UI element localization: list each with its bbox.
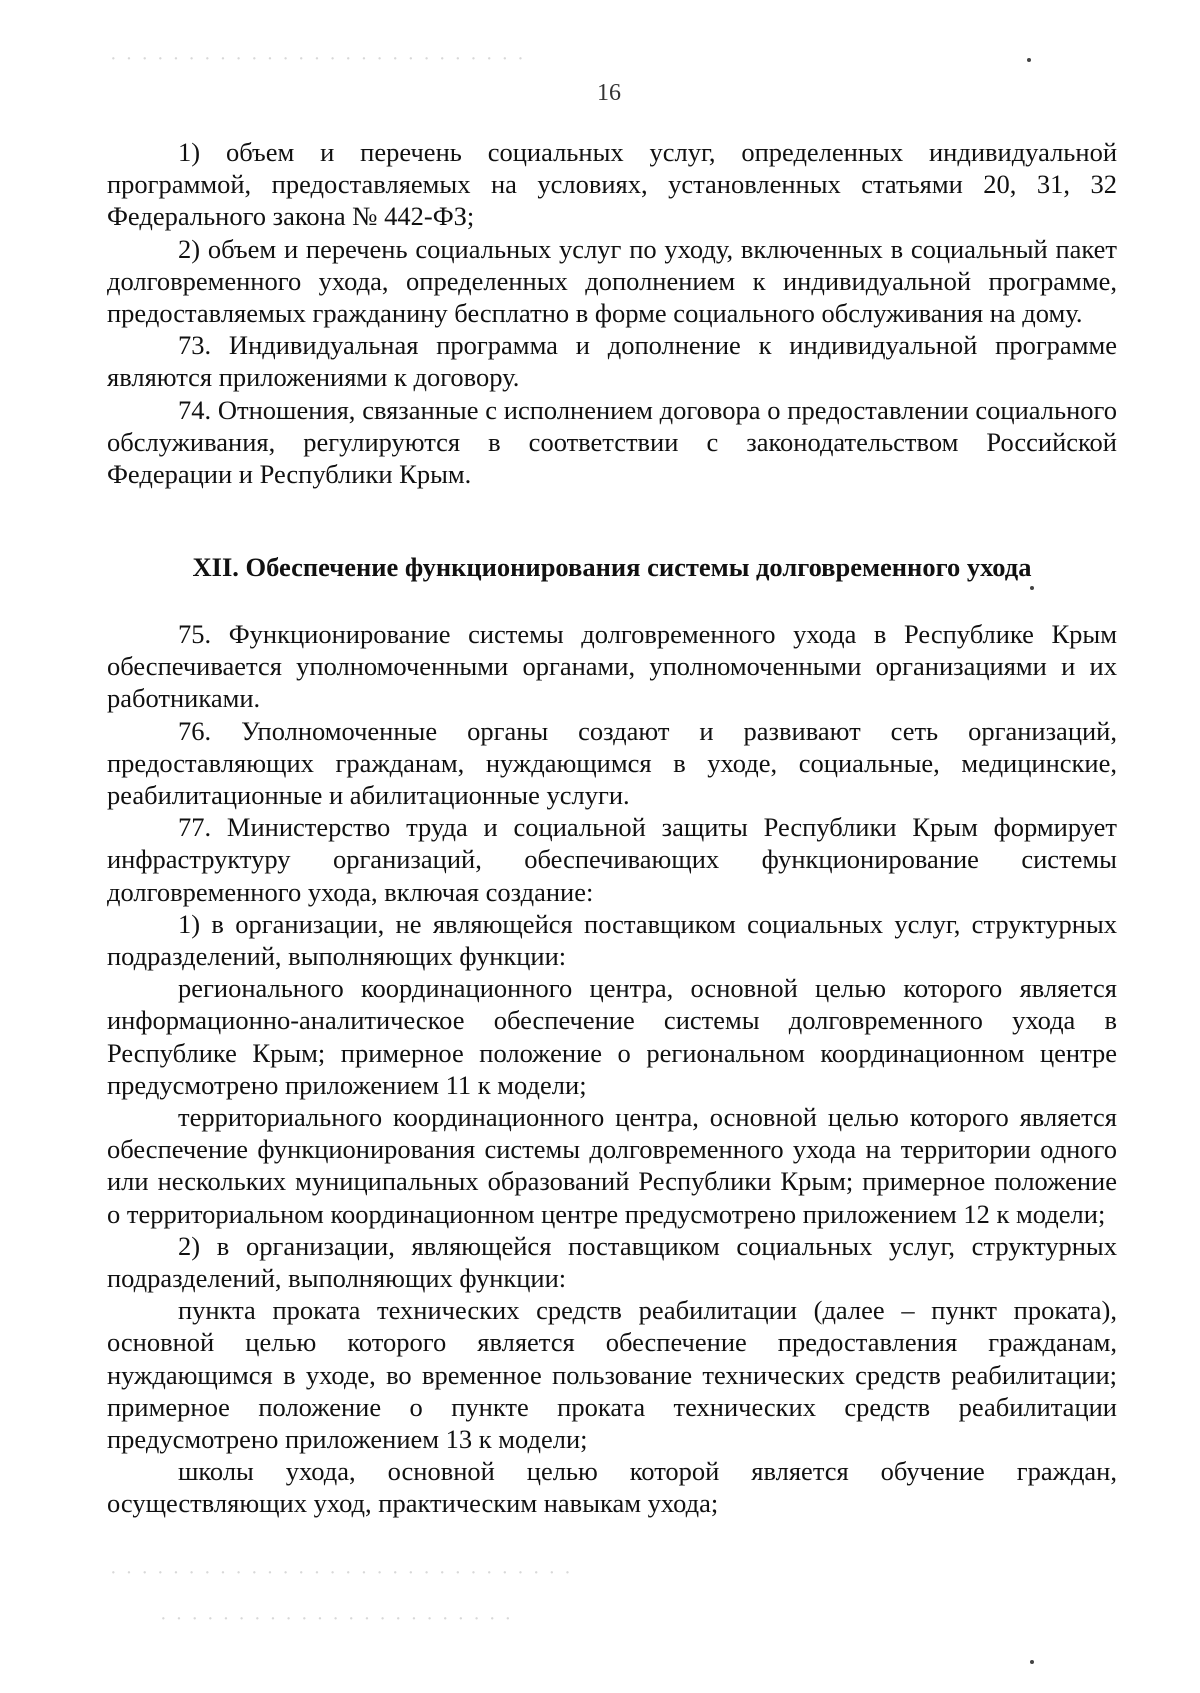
paragraph: регионального координационного центра, основной целью которого является информационно-аналитическое обеспечение системы долговременного ухода в Республике Крым; примерное положение о региональном координационном центре предусмотрено приложением 11 к модели; [107,973,1117,1100]
paragraph: 2) в организации, являющейся поставщиком социальных услуг, структурных подразделений, выполняющих функции: [107,1230,1117,1294]
page-number: 16 [597,80,621,106]
paragraph: 77. Министерство труда и социальной защиты Республики Крым формирует инфраструктуру организаций, обеспечивающих функционирование системы долговременного ухода, включая создание: [107,812,1117,907]
bleed-through-mark: · · · · · · · · · · · · · · · · · · · · · · · [160,1608,514,1630]
paragraph: 2) объем и перечень социальных услуг по уходу, включенных в социальный пакет долговременного ухода, определенных дополнением к индивидуальной программе, предоставляемых гражданину бесплатно в форме социального обслуживания на дому. [107,233,1117,329]
section-heading: XII. Обеспечение функционирования системы долговременного ухода [192,552,1032,582]
text-block-bottom [107,618,1117,1520]
paragraph: школы ухода, основной целью которой является обучение граждан, осуществляющих уход, практическим навыкам ухода; [107,1456,1117,1519]
scan-speck [1030,586,1034,590]
bleed-through-mark: · · · · · · · · · · · · · · · · · · · · · · · · · · · [110,48,526,70]
paragraph: 1) в организации, не являющейся поставщиком социальных услуг, структурных подразделений, выполняющих функции: [107,908,1117,972]
paragraph: территориального координационного центра, основной целью которого является обеспечение функционирования системы долговременного ухода на территории одного или нескольких муниципальных образований Республики Крым; примерное положение о территориальном координационном центре предусмотрено приложением 12 к модели; [107,1102,1117,1229]
paragraph: 73. Индивидуальная программа и дополнение к индивидуальной программе являются приложениями к договору. [107,330,1117,393]
bleed-through-mark: · · · · · · · · · · · · · · · · · · · · · · · · · · · · · · [110,1562,573,1584]
paragraph: 1) объем и перечень социальных услуг, определенных индивидуальной программой, предоставляемых на условиях, установленных статьями 20, 31, 32 Федерального закона № 442-ФЗ; [107,137,1117,232]
scan-speck [1030,1660,1034,1664]
text-block-top [107,136,1117,490]
paragraph: 74. Отношения, связанные с исполнением договора о предоставлении социального обслуживания, регулируются в соответствии с законодательством Российской Федерации и Республики Крым. [107,394,1117,490]
paragraph: 75. Функционирование системы долговременного ухода в Республике Крым обеспечивается уполномоченными органами, уполномоченными организациями и их работниками. [107,619,1117,714]
scan-speck [1027,58,1031,62]
paragraph: пункта проката технических средств реабилитации (далее – пункт проката), основной целью которого является обеспечение предоставления гражданам, нуждающимся в уходе, во временное пользование технических средств реабилитации; примерное положение о пункте проката технических средств реабилитации предусмотрено приложением 13 к модели; [107,1295,1117,1455]
paragraph: 76. Уполномоченные органы создают и развивают сеть организаций, предоставляющих гражданам, нуждающимся в уходе, социальные, медицинские, реабилитационные и абилитационные услуги. [107,715,1117,811]
